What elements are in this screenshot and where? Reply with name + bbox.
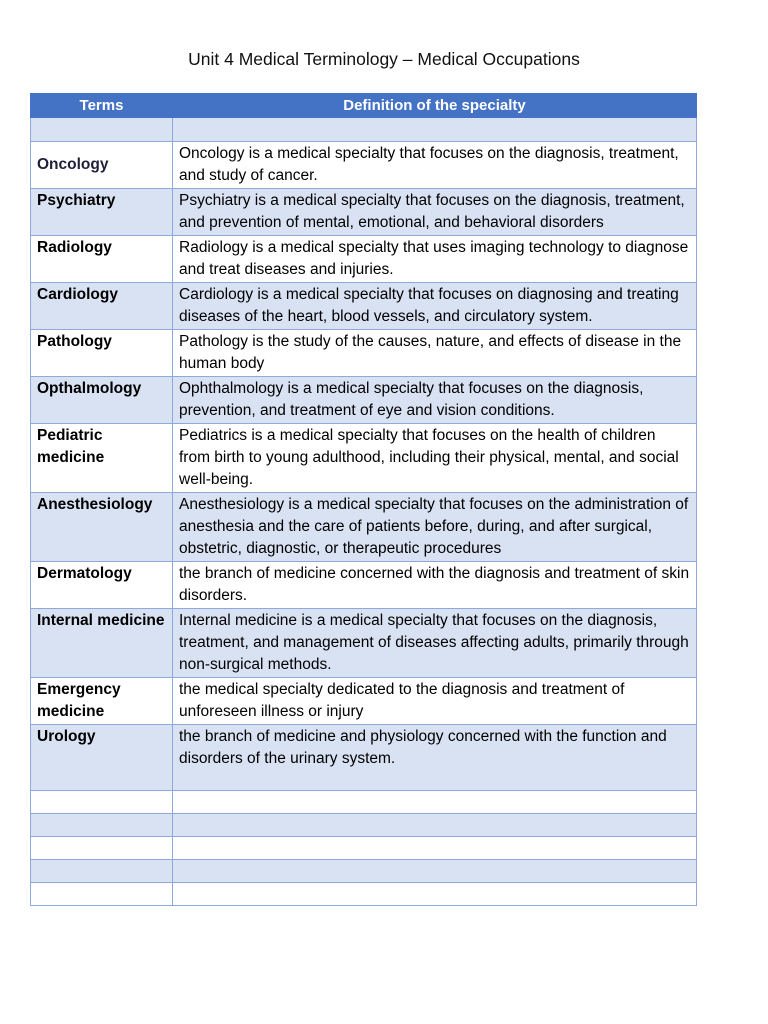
- term-cell: Internal medicine: [31, 609, 173, 678]
- table-row: [31, 142, 697, 189]
- term-cell: Oncology: [31, 142, 173, 189]
- definition-cell: Pediatrics is a medical specialty that focuses on the health of children from birth to young adulthood, including their physical, mental, and social well-being.: [173, 424, 697, 493]
- table-row: [31, 883, 697, 906]
- term-cell: Opthalmology: [31, 377, 173, 424]
- term-cell: Pathology: [31, 330, 173, 377]
- definition-cell: [173, 860, 697, 883]
- table-row: [31, 424, 697, 493]
- term-cell: Radiology: [31, 236, 173, 283]
- table-header-row: [31, 94, 697, 118]
- term-cell: Pediatric medicine: [31, 424, 173, 493]
- definition-cell: Oncology is a medical specialty that focuses on the diagnosis, treatment, and study of cancer.: [173, 142, 697, 189]
- table-row: [31, 562, 697, 609]
- definition-cell: Pathology is the study of the causes, nature, and effects of disease in the human body: [173, 330, 697, 377]
- term-cell: [31, 814, 173, 837]
- definition-column-header: Definition of the specialty: [173, 94, 697, 118]
- terms-column-header: Terms: [31, 94, 173, 118]
- definition-cell: the branch of medicine and physiology concerned with the function and disorders of the urinary system.: [173, 725, 697, 791]
- term-cell: Cardiology: [31, 283, 173, 330]
- definition-cell: Cardiology is a medical specialty that focuses on diagnosing and treating diseases of the heart, blood vessels, and circulatory system.: [173, 283, 697, 330]
- table-row: [31, 860, 697, 883]
- table-row: [31, 678, 697, 725]
- definition-cell: Ophthalmology is a medical specialty that focuses on the diagnosis, prevention, and treatment of eye and vision conditions.: [173, 377, 697, 424]
- term-cell: [31, 791, 173, 814]
- table-row: [31, 283, 697, 330]
- table-row: [31, 837, 697, 860]
- term-cell: Urology: [31, 725, 173, 791]
- table-row: [31, 189, 697, 236]
- definition-cell: [173, 791, 697, 814]
- table-row: [31, 118, 697, 142]
- table-row: [31, 791, 697, 814]
- definition-cell: the branch of medicine concerned with the diagnosis and treatment of skin disorders.: [173, 562, 697, 609]
- definition-cell: Internal medicine is a medical specialty that focuses on the diagnosis, treatment, and management of diseases affecting adults, primarily through non-surgical methods.: [173, 609, 697, 678]
- term-cell: Psychiatry: [31, 189, 173, 236]
- definition-cell: [173, 814, 697, 837]
- table-row: [31, 814, 697, 837]
- term-cell: Anesthesiology: [31, 493, 173, 562]
- definition-cell: Anesthesiology is a medical specialty that focuses on the administration of anesthesia and the care of patients before, during, and after surgical, obstetric, diagnostic, or therapeutic procedures: [173, 493, 697, 562]
- table-row: [31, 609, 697, 678]
- term-cell: [31, 883, 173, 906]
- term-cell: Dermatology: [31, 562, 173, 609]
- table-row: [31, 236, 697, 283]
- table-row: [31, 377, 697, 424]
- term-cell: [31, 118, 173, 142]
- document-title: Unit 4 Medical Terminology – Medical Occupations: [188, 49, 580, 69]
- term-cell: Emergency medicine: [31, 678, 173, 725]
- definition-cell: [173, 883, 697, 906]
- table-row: [31, 725, 697, 791]
- table-row: [31, 493, 697, 562]
- term-cell: [31, 860, 173, 883]
- definition-cell: Psychiatry is a medical specialty that focuses on the diagnosis, treatment, and prevention of mental, emotional, and behavioral disorders: [173, 189, 697, 236]
- definition-cell: Radiology is a medical specialty that uses imaging technology to diagnose and treat diseases and injuries.: [173, 236, 697, 283]
- definition-cell: [173, 118, 697, 142]
- definition-cell: [173, 837, 697, 860]
- table-row: [31, 330, 697, 377]
- term-cell: [31, 837, 173, 860]
- definition-cell: the medical specialty dedicated to the diagnosis and treatment of unforeseen illness or injury: [173, 678, 697, 725]
- terms-table: [30, 93, 697, 906]
